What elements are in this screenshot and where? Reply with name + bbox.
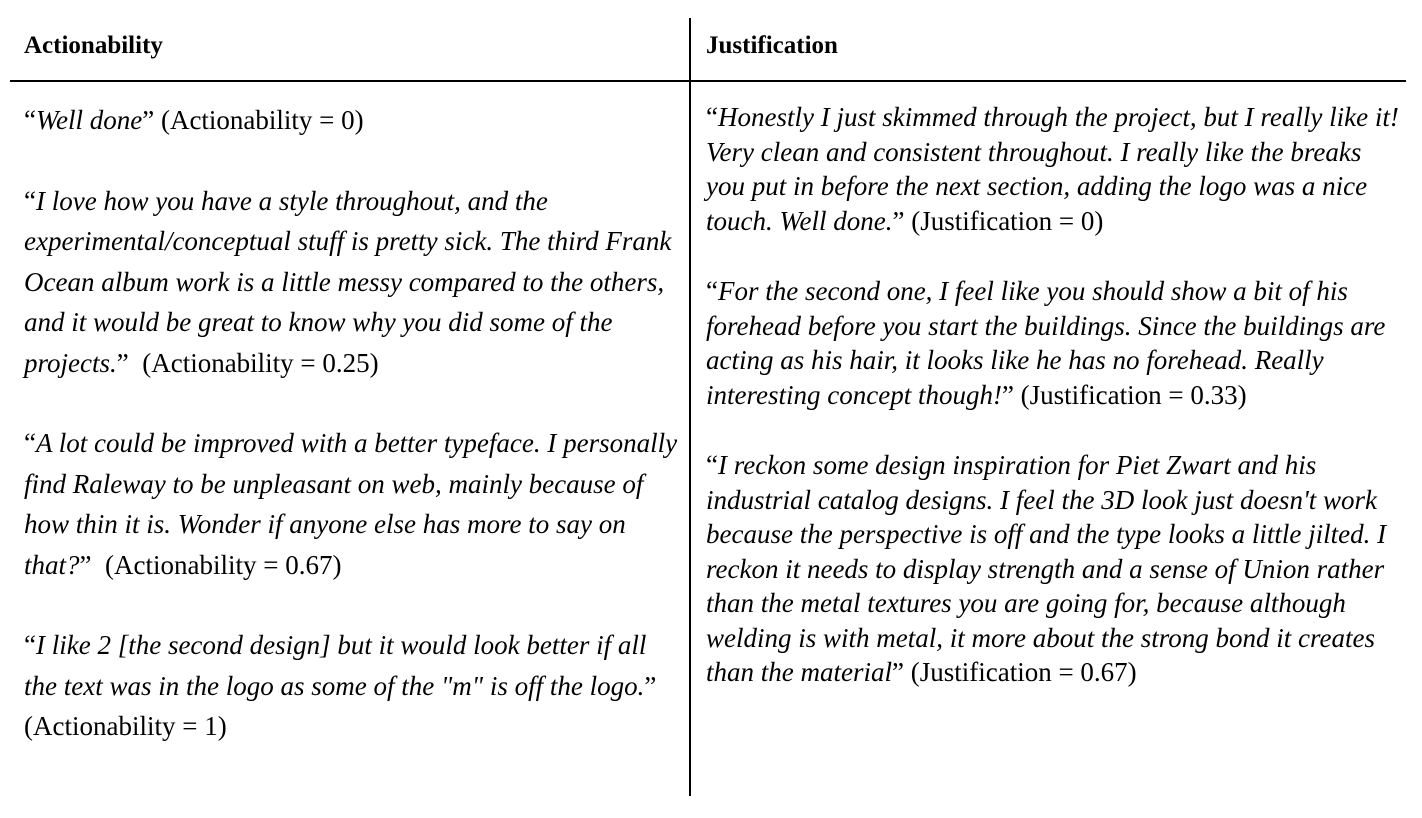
justification-column — [706, 100, 1400, 726]
justification-example: “I reckon some design inspiration for Piet Zwart and his industrial catalog designs. I feel the 3D look just doesn't work because the perspective is off and the type looks a little jilted. I reckon it needs to display strength and a sense of Union rather than the metal textures you are going for, because although welding is with metal, it more about the strong bond it creates than the material” (Justification = 0.67) — [706, 450, 1387, 687]
example-score: (Justification = 0.33) — [1020, 379, 1247, 410]
header-rule — [10, 80, 1406, 82]
actionability-column — [24, 100, 684, 787]
example-score: (Actionability = 0) — [160, 105, 364, 135]
header-justification: Justification — [706, 32, 838, 59]
example-score: (Justification = 0.67) — [910, 657, 1137, 687]
actionability-example: “I like 2 [the second design] but it would look better if all the text was in the logo as some of the "m" is off the logo.” (Actionability = 1) — [24, 630, 664, 741]
example-quote: Honestly I just skimmed through the project, but I really like it! Very clean and consistent throughout. I really like the breaks you put in before the next section, adding the logo was a nice touch. Well done. — [706, 102, 1399, 236]
example-score: (Actionability = 0.67) — [105, 549, 342, 580]
example-score: (Actionability = 0.25) — [142, 347, 379, 378]
justification-example: “Honestly I just skimmed through the project, but I really like it! Very clean and consistent throughout. I really like the breaks you put in before the next section, adding the logo was a nice touch. Well done.” (Justification = 0) — [706, 102, 1399, 236]
actionability-example: “Well done” (Actionability = 0) — [24, 105, 364, 135]
example-quote: A lot could be improved with a better typeface. I personally find Raleway to be unpleasant on web, mainly because of how thin it is. Wonder if anyone else has more to say on that? — [24, 428, 678, 580]
actionability-example: “I love how you have a style throughout, and the experimental/conceptual stuff is pretty sick. The third Frank Ocean album work is a little messy compared to the others, and it would be great to know why you did some of the projects.” (Actionability = 0.25) — [24, 185, 672, 378]
example-score: (Actionability = 1) — [24, 711, 227, 741]
example-quote: I like 2 [the second design] but it would look better if all the text was in the logo as some of the "m" is off the logo. — [24, 630, 647, 701]
example-quote: I love how you have a style throughout, and the experimental/conceptual stuff is pretty sick. The third Frank Ocean album work is a little messy compared to the others, and it would be great to know why you did some of the projects. — [24, 185, 672, 378]
comparison-table — [10, 18, 1406, 796]
actionability-example: “A lot could be improved with a better typeface. I personally find Raleway to be unpleasant on web, mainly because of how thin it is. Wonder if anyone else has more to say on that?” (Actionability = 0.67) — [24, 428, 678, 580]
column-divider — [689, 18, 691, 796]
example-quote: For the second one, I feel like you should show a bit of his forehead before you start the buildings. Since the buildings are acting as his hair, it looks like he has no forehead. Really interesting concept though! — [706, 276, 1386, 410]
example-quote: I reckon some design inspiration for Piet Zwart and his industrial catalog designs. I feel the 3D look just doesn't work because the perspective is off and the type looks a little jilted. I reckon it needs to display strength and a sense of Union rather than the metal textures you are going for, because although welding is with metal, it more about the strong bond it creates than the material — [706, 450, 1387, 687]
header-actionability: Actionability — [24, 32, 163, 59]
example-quote: Well done — [35, 105, 143, 135]
justification-example: “For the second one, I feel like you should show a bit of his forehead before you start the buildings. Since the buildings are acting as his hair, it looks like he has no forehead. Really interesting concept though!” (Justification = 0.33) — [706, 276, 1386, 410]
example-score: (Justification = 0) — [911, 205, 1104, 236]
